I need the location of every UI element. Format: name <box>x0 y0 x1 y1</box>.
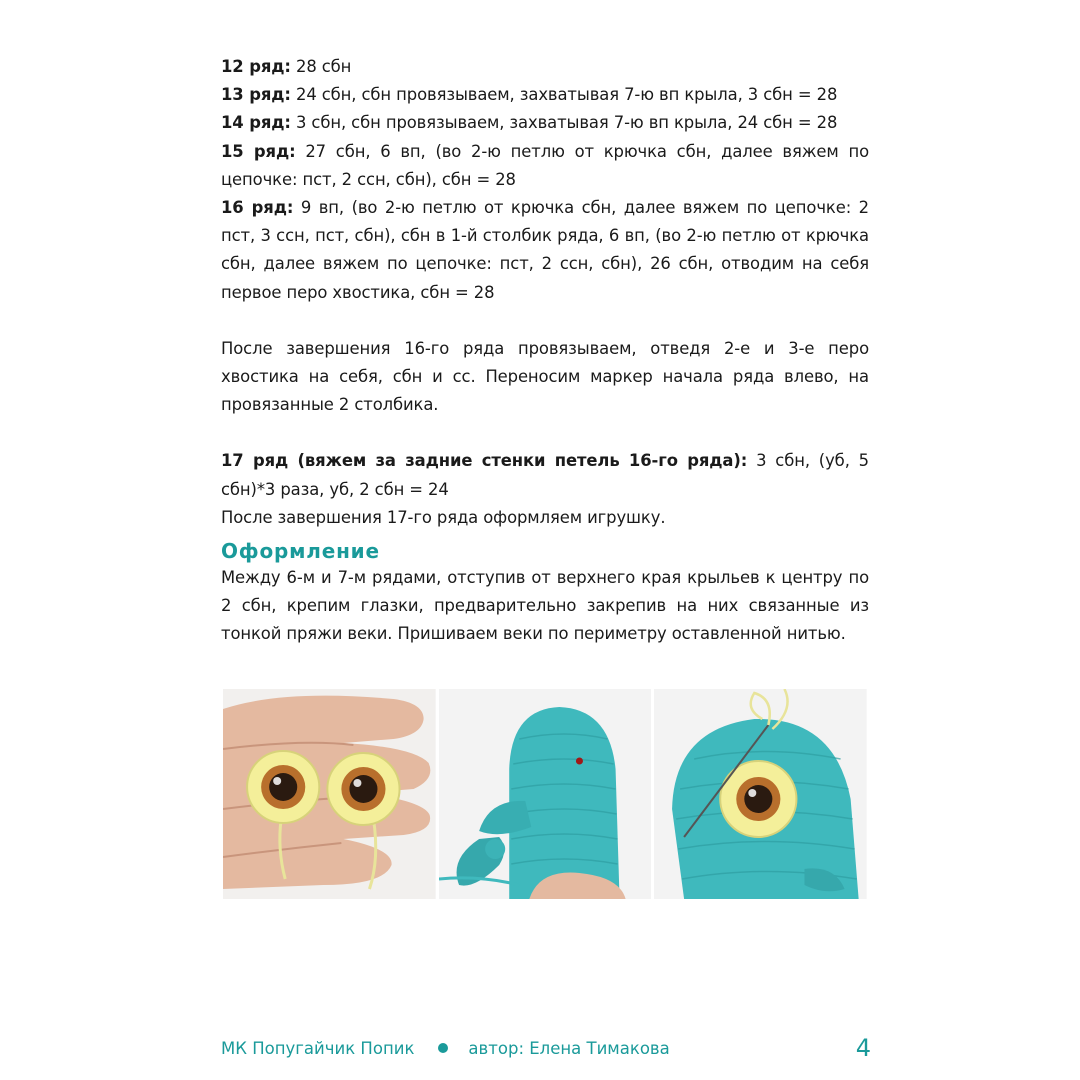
row-14 <box>221 109 869 137</box>
row-12 <box>221 53 869 81</box>
row-16 <box>221 194 869 307</box>
section-title: Оформление <box>221 539 380 564</box>
photo-strip <box>223 689 867 899</box>
row-label: 13 ряд: <box>221 85 291 105</box>
row-label: 14 ряд: <box>221 113 291 133</box>
bullet-icon <box>438 1043 448 1053</box>
parrot-body-back-photo <box>439 689 652 899</box>
row-label: 12 ряд: <box>221 57 291 76</box>
footer-author: автор: Елена Тимакова <box>468 1038 670 1058</box>
row-label: 17 ряд (вяжем за задние стенки петель 16-го ряда): <box>221 451 748 471</box>
after-row-17-note: После завершения 17-го ряда оформляем игрушку. <box>221 507 666 527</box>
footer-title: МК Попугайчик Попик <box>221 1038 415 1058</box>
row-label: 15 ряд: <box>221 141 296 161</box>
eyes-on-palm-photo <box>223 689 436 899</box>
row-text: 28 сбн <box>290 57 352 76</box>
row-text: 9 вп, (во 2-ю петлю от крючка сбн, далее вяжем по цепочке: 2 пст, 3 ссн, пст, сбн), сбн в 1-й столбик ряда, 6 вп, (во 2-ю петлю от крючка сбн, далее вяжем по цепочке: пст, 2 ссн, сбн), 26 сбн, отводим на себя первое перо хвостика, сбн = 28 <box>221 198 869 302</box>
row-text: 3 сбн, сбн провязываем, захватывая 7-ю вп крыла, 24 сбн = 28 <box>290 113 838 133</box>
row-label: 16 ряд: <box>221 198 294 218</box>
page-footer <box>221 1032 871 1064</box>
page-number: 4 <box>855 1034 871 1062</box>
after-row-16-note: После завершения 16-го ряда провязываем, отведя 2-е и 3-е перо хвостика на себя, сбн и сс. Переносим маркер начала ряда влево, на провязанные 2 столбика. <box>221 338 869 415</box>
row-13 <box>221 81 869 109</box>
row-text: 24 сбн, сбн провязываем, захватывая 7-ю вп крыла, 3 сбн = 28 <box>290 85 838 105</box>
row-text: 3 сбн, (уб, 5 сбн)*3 раза, уб, 2 сбн = 24 <box>221 451 869 499</box>
eye-sewing-photo <box>654 689 867 899</box>
pattern-text <box>221 53 869 649</box>
section-text: Между 6-м и 7-м рядами, отступив от верхнего края крыльев к центру по 2 сбн, крепим глазки, предварительно закрепив на них связанные из тонкой пряжи веки. Пришиваем веки по периметру оставленной нитью. <box>221 568 869 644</box>
row-15 <box>221 138 869 194</box>
row-text: 27 сбн, 6 вп, (во 2-ю петлю от крючка сбн, далее вяжем по цепочке: пст, 2 ссн, сбн), сбн = 28 <box>221 141 870 189</box>
row-17 <box>221 447 869 503</box>
